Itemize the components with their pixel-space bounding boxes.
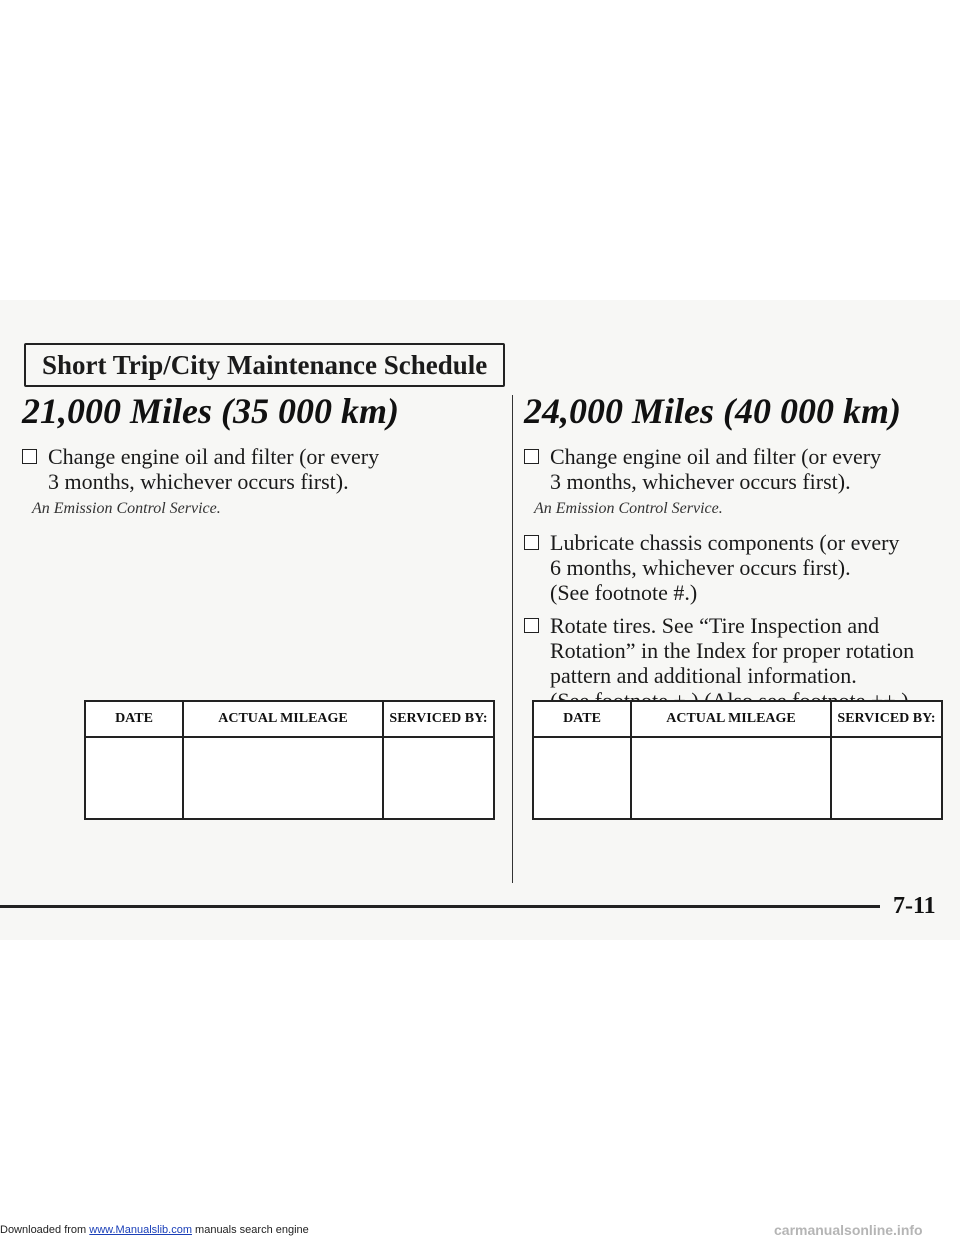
watermark: carmanualsonline.info	[774, 1222, 923, 1238]
column-header: ACTUAL MILEAGE	[183, 701, 383, 737]
page-number: 7-11	[893, 893, 936, 919]
column-divider	[512, 395, 513, 883]
column-header: SERVICED BY:	[831, 701, 942, 737]
section-header-title: Short Trip/City Maintenance Schedule	[42, 349, 488, 380]
emission-note: An Emission Control Service.	[32, 500, 221, 517]
serviced-by-cell[interactable]	[383, 737, 494, 819]
top-margin	[0, 0, 960, 300]
right-column-title: 24,000 Miles (40 000 km)	[524, 391, 901, 431]
checkbox-icon	[524, 618, 539, 633]
column-header: ACTUAL MILEAGE	[631, 701, 831, 737]
checkbox-icon	[524, 535, 539, 550]
manualslib-link[interactable]: www.Manualslib.com	[89, 1224, 192, 1236]
date-cell[interactable]	[85, 737, 183, 819]
service-log-table	[84, 700, 495, 820]
column-header: SERVICED BY:	[383, 701, 494, 737]
download-footer: Downloaded from www.Manualslib.com manuals search engine	[0, 1224, 309, 1236]
left-column-title: 21,000 Miles (35 000 km)	[22, 391, 399, 431]
section-header	[24, 343, 505, 387]
emission-note: An Emission Control Service.	[534, 500, 723, 517]
checklist-item: Lubricate chassis components (or every 6 months, whichever occurs first). (See footnote #.)	[524, 530, 944, 605]
serviced-by-cell[interactable]	[831, 737, 942, 819]
checkbox-icon	[524, 449, 539, 464]
right-column	[524, 390, 944, 717]
checklist-item: Change engine oil and filter (or every 3 months, whichever occurs first).	[22, 444, 492, 494]
checklist-item: Change engine oil and filter (or every 3 months, whichever occurs first).	[524, 444, 944, 494]
footer-rule	[0, 905, 880, 908]
checklist-item: Rotate tires. See “Tire Inspection and Rotation” in the Index for proper rotation pattern and additional information.	[524, 613, 944, 713]
mileage-cell[interactable]	[631, 737, 831, 819]
service-log-table	[532, 700, 943, 820]
column-header: DATE	[85, 701, 183, 737]
left-column	[22, 390, 492, 530]
column-header: DATE	[533, 701, 631, 737]
checkbox-icon	[22, 449, 37, 464]
date-cell[interactable]	[533, 737, 631, 819]
mileage-cell[interactable]	[183, 737, 383, 819]
